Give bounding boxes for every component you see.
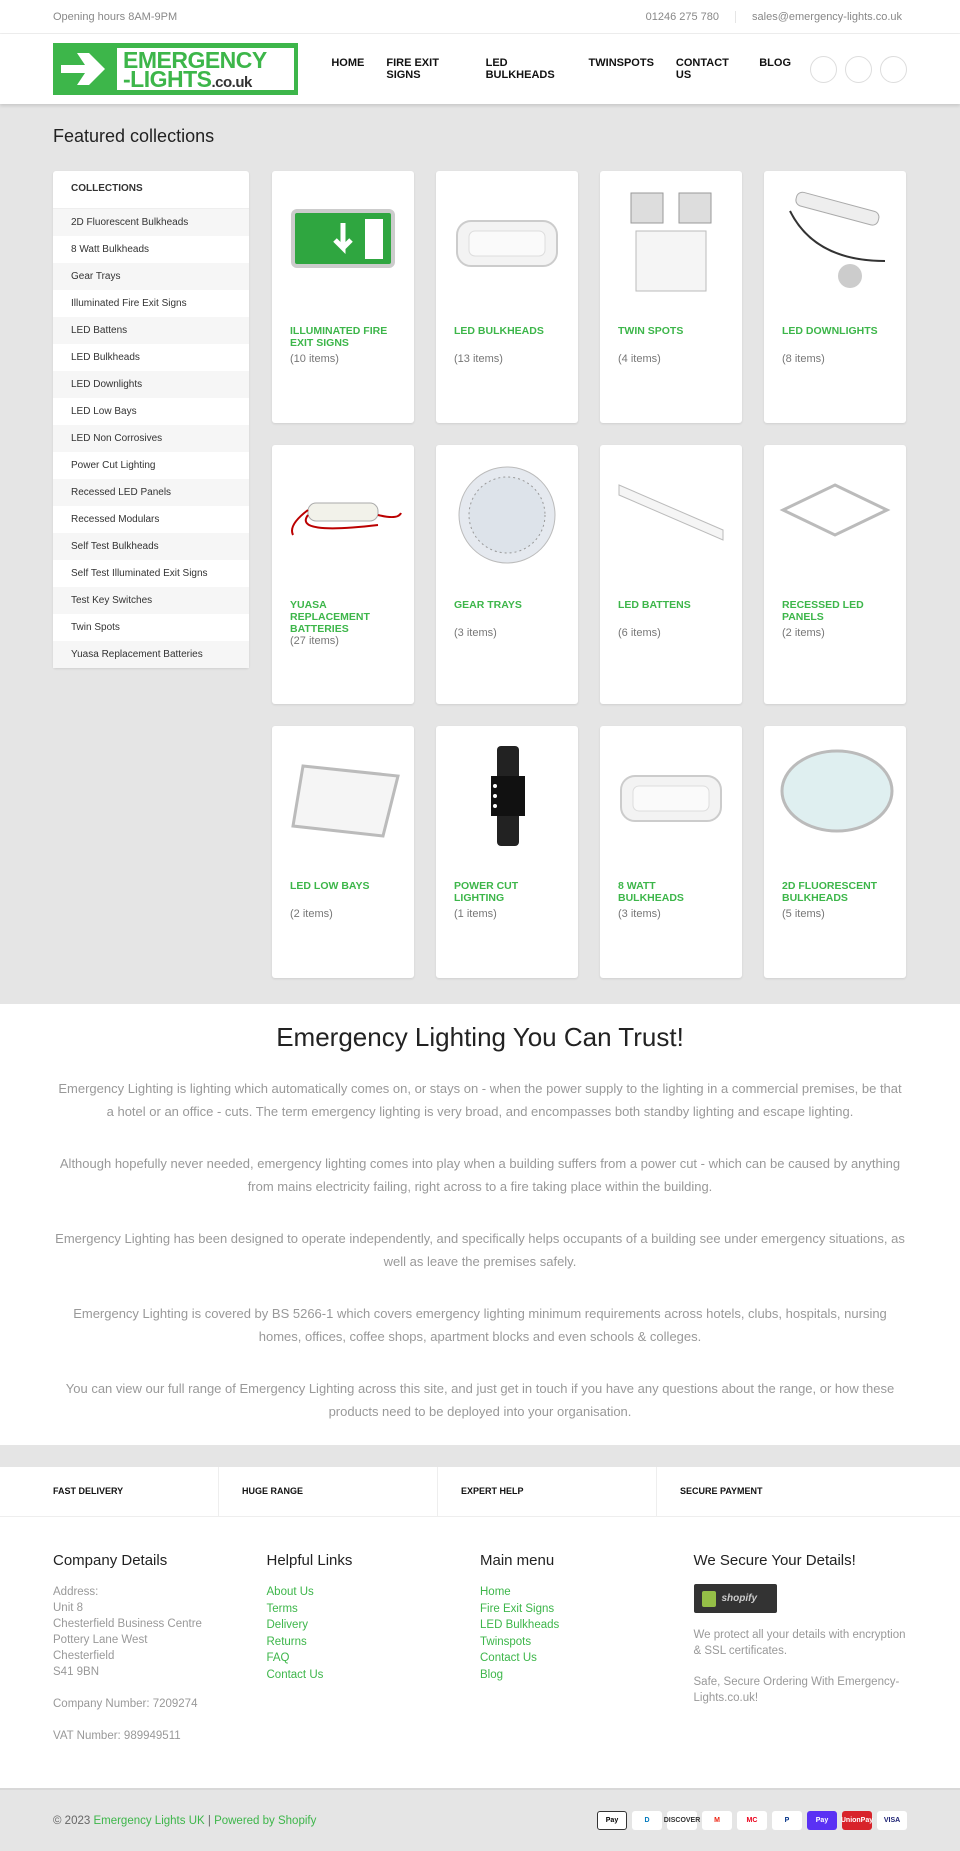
intro-paragraph: Emergency Lighting is lighting which automatically comes on, or stays on - when the power supply to the lighting in a commercial premises, be that a hotel or an office - cuts. The term emergency lighting is very broad, and encompasses both standby lighting and escape lighting. <box>58 1081 902 1119</box>
intro-section <box>0 1004 960 1445</box>
sidebar-item[interactable]: 2D Fluorescent Bulkheads <box>53 209 249 236</box>
batten-image[interactable] <box>600 445 742 585</box>
downlight-image[interactable] <box>764 171 906 311</box>
footer-menu-twinspots[interactable]: Twinspots <box>480 1635 532 1648</box>
bottom-bar <box>0 1788 960 1851</box>
collection-count: (5 items) <box>782 908 825 920</box>
sidebar-item[interactable]: Gear Trays <box>53 263 249 290</box>
payment-icon: P <box>772 1811 802 1830</box>
address <box>53 1584 267 1744</box>
collection-card[interactable] <box>436 445 578 704</box>
sidebar-item[interactable]: Test Key Switches <box>53 587 249 614</box>
search-icon[interactable] <box>810 56 837 83</box>
intro-paragraph: You can view our full range of Emergency Lighting across this site, and just get in touch if you have any questions about the range, or how these products need to be deployed into your organisation. <box>65 1381 895 1419</box>
intro-paragraph: Emergency Lighting is covered by BS 5266-1 which covers emergency lighting minimum requirements across hotels, clubs, hospitals, nursing homes, offices, coffee shops, apartment blocks and even schools & colleges. <box>73 1306 887 1344</box>
collection-count: (2 items) <box>290 908 333 920</box>
powered-by-link[interactable]: Powered by Shopify <box>214 1814 317 1827</box>
secure-text: We protect all your details with encryption & SSL certificates. <box>693 1629 906 1657</box>
collection-card[interactable] <box>764 171 906 423</box>
collection-count: (10 items) <box>290 353 339 365</box>
sidebar-item[interactable]: LED Bulkheads <box>71 352 140 363</box>
company-title: Company Details <box>53 1552 168 1569</box>
collection-title[interactable]: LED BATTENS <box>618 599 691 611</box>
sidebar-item[interactable]: LED Low Bays <box>71 406 137 417</box>
collection-title[interactable]: YUASA REPLACEMENT BATTERIES <box>290 599 370 635</box>
payment-icon: M <box>702 1811 732 1830</box>
collection-title[interactable]: LED LOW BAYS <box>290 880 370 892</box>
bulkhead-image[interactable] <box>436 171 578 311</box>
payment-icon: D <box>632 1811 662 1830</box>
collection-count: (6 items) <box>618 627 661 639</box>
address-line: Pottery Lane West <box>53 1634 148 1646</box>
feature-fast-delivery: FAST DELIVERY <box>0 1467 219 1516</box>
account-icon[interactable] <box>845 56 872 83</box>
brand-link[interactable]: Emergency Lights UK <box>93 1814 205 1827</box>
secure-title: We Secure Your Details! <box>693 1552 856 1569</box>
collections-sidebar <box>53 171 249 668</box>
collection-card[interactable] <box>272 726 414 978</box>
address-line: Address: <box>53 1586 99 1598</box>
footer-menu-blog[interactable]: Blog <box>480 1668 504 1681</box>
logo-line1: EMERGENCY <box>123 47 267 73</box>
collection-title[interactable]: TWIN SPOTS <box>618 325 684 337</box>
sidebar-item[interactable]: LED Battens <box>53 317 249 344</box>
phone-link[interactable]: 01246 275 780 <box>630 11 736 23</box>
collection-count: (8 items) <box>782 353 825 365</box>
collection-title[interactable]: ILLUMINATED FIRE EXIT SIGNS <box>290 325 388 349</box>
payment-icon: MC <box>737 1811 767 1830</box>
collection-count: (13 items) <box>454 353 503 365</box>
nav-blog[interactable]: BLOG <box>759 57 791 69</box>
sidebar-item[interactable]: 8 Watt Bulkheads <box>71 244 150 255</box>
shopify-secure-badge <box>694 1584 777 1613</box>
torch-image[interactable] <box>436 726 578 866</box>
helpful-title: Helpful Links <box>266 1552 353 1569</box>
main-nav <box>320 57 802 81</box>
footer-link-contact[interactable]: Contact Us <box>266 1668 324 1681</box>
nav-fire-exit-signs[interactable]: FIRE EXIT SIGNS <box>386 57 439 81</box>
feature-huge-range: HUGE RANGE <box>219 1467 438 1516</box>
footer-menu-fire-exit[interactable]: Fire Exit Signs <box>480 1602 555 1615</box>
footer-link-returns[interactable]: Returns <box>266 1635 307 1648</box>
helpful-links <box>267 1552 481 1787</box>
nav-contact-us[interactable]: CONTACT US <box>675 57 729 81</box>
copyright: © 2023 <box>53 1814 94 1827</box>
arrow-icon <box>57 47 117 91</box>
payment-icon: Pay <box>807 1811 837 1830</box>
address-line: Chesterfield <box>53 1650 115 1662</box>
sidebar-heading: COLLECTIONS <box>53 171 249 209</box>
gear-tray-image[interactable] <box>436 445 578 585</box>
collection-card[interactable] <box>436 726 578 978</box>
payment-icon: Pay <box>597 1811 627 1830</box>
address-line: S41 9BN <box>53 1666 100 1678</box>
exit-sign-image[interactable] <box>272 171 414 311</box>
collection-card[interactable] <box>272 171 414 423</box>
nav-led-bulkheads[interactable]: LED BULKHEADS <box>485 57 555 81</box>
menu-title: Main menu <box>480 1552 555 1569</box>
featured-section <box>0 104 960 1004</box>
address-line: Chesterfield Business Centre <box>53 1618 202 1630</box>
intro-paragraph: Emergency Lighting has been designed to operate independently, and specifically helps occupants of a building see under emergency situations, as well as leave the premises safely. <box>55 1231 905 1269</box>
sidebar-item[interactable]: LED Non Corrosives <box>53 425 249 452</box>
footer-link-terms[interactable]: Terms <box>266 1602 298 1615</box>
featured-title: Featured collections <box>53 126 215 146</box>
secure-details <box>694 1552 908 1787</box>
twinspot-image[interactable] <box>600 171 742 311</box>
logo-line2: -LIGHTS <box>123 66 212 92</box>
address-line: Unit 8 <box>53 1602 84 1614</box>
panel-image[interactable] <box>764 445 906 585</box>
intro-title: Emergency Lighting You Can Trust! <box>276 1022 684 1052</box>
sidebar-item[interactable]: Twin Spots <box>71 622 120 633</box>
collection-title[interactable]: 2D FLUORESCENT BULKHEADS <box>782 880 878 904</box>
features-bar <box>0 1467 960 1517</box>
payment-icon: VISA <box>877 1811 907 1830</box>
low-bay-image[interactable] <box>272 726 414 866</box>
top-bar <box>0 0 960 34</box>
header <box>0 34 960 104</box>
company-number: Company Number: 7209274 <box>53 1698 198 1710</box>
collection-count: (3 items) <box>618 908 661 920</box>
round-bulkhead-image[interactable] <box>764 726 906 866</box>
shopify-bag-icon <box>702 1591 716 1607</box>
collection-count: (4 items) <box>618 353 661 365</box>
footer-link-delivery[interactable]: Delivery <box>266 1619 309 1631</box>
footer-link-faq[interactable]: FAQ <box>266 1652 290 1664</box>
separator: | <box>204 1814 215 1827</box>
collection-card[interactable] <box>600 171 742 423</box>
collection-card[interactable] <box>764 726 906 978</box>
feature-expert-help: EXPERT HELP <box>438 1467 657 1516</box>
collection-grid <box>272 171 906 978</box>
collection-card[interactable] <box>436 171 578 423</box>
collection-card[interactable] <box>764 445 906 704</box>
sidebar-item[interactable]: Recessed Modulars <box>71 514 160 525</box>
collection-title[interactable]: LED DOWNLIGHTS <box>782 325 878 337</box>
collection-count: (3 items) <box>454 627 497 639</box>
opening-hours: Opening hours 8AM-9PM <box>53 10 178 23</box>
sidebar-item[interactable]: Self Test Bulkheads <box>53 533 249 560</box>
footer-link-about[interactable]: About Us <box>266 1586 314 1598</box>
footer-menu-home[interactable]: Home <box>480 1586 511 1598</box>
collection-card[interactable] <box>600 445 742 704</box>
badge-text: shopify <box>721 1593 758 1604</box>
logo[interactable] <box>53 43 298 95</box>
feature-secure-payment: SECURE PAYMENT <box>680 1486 763 1496</box>
company-details <box>53 1552 267 1787</box>
divider <box>0 1445 960 1467</box>
payment-icons <box>597 1811 907 1830</box>
sidebar-item[interactable]: Power Cut Lighting <box>71 460 156 471</box>
sidebar-item[interactable]: Illuminated Fire Exit Signs <box>71 298 187 309</box>
payment-icon: UnionPay <box>842 1811 872 1830</box>
email-link[interactable]: sales@emergency-lights.co.uk <box>752 10 902 23</box>
nav-twinspots[interactable]: TWINSPOTS <box>588 57 654 69</box>
collection-count: (2 items) <box>782 627 825 639</box>
intro-paragraph: Although hopefully never needed, emergency lighting comes into play when a building suffers from a power cut - which can be caused by anything from mains electricity failing, right across to a fire taking place within the building. <box>59 1156 901 1194</box>
vat-number: VAT Number: 989949511 <box>53 1730 181 1742</box>
logo-tld: .co.uk <box>211 74 252 91</box>
secure-text: Safe, Secure Ordering With Emergency-Lights.co.uk! <box>693 1676 900 1704</box>
sidebar-item[interactable]: Yuasa Replacement Batteries <box>53 641 249 668</box>
collection-title[interactable]: GEAR TRAYS <box>454 599 522 611</box>
collection-title[interactable]: RECESSED LED PANELS <box>782 599 864 623</box>
nav-home[interactable]: HOME <box>331 57 365 69</box>
collection-count: (27 items) <box>290 635 339 647</box>
collection-title[interactable]: 8 WATT BULKHEADS <box>618 880 684 904</box>
bulkhead-image[interactable] <box>600 726 742 866</box>
collection-card[interactable] <box>272 445 414 704</box>
battery-image[interactable] <box>272 445 414 585</box>
payment-icon: DISCOVER <box>667 1811 697 1830</box>
collection-title[interactable]: POWER CUT LIGHTING <box>454 880 519 904</box>
footer <box>0 1517 960 1787</box>
footer-menu-contact[interactable]: Contact Us <box>480 1652 537 1664</box>
collection-count: (1 items) <box>454 908 497 920</box>
cart-icon[interactable] <box>880 56 907 83</box>
sidebar-item[interactable]: Self Test Illuminated Exit Signs <box>71 568 208 579</box>
main-menu <box>480 1552 694 1787</box>
collection-title[interactable]: LED BULKHEADS <box>454 325 544 337</box>
sidebar-item[interactable]: Recessed LED Panels <box>53 479 249 506</box>
sidebar-item[interactable]: LED Downlights <box>53 371 249 398</box>
collection-card[interactable] <box>600 726 742 978</box>
footer-menu-bulkheads[interactable]: LED Bulkheads <box>480 1619 560 1631</box>
